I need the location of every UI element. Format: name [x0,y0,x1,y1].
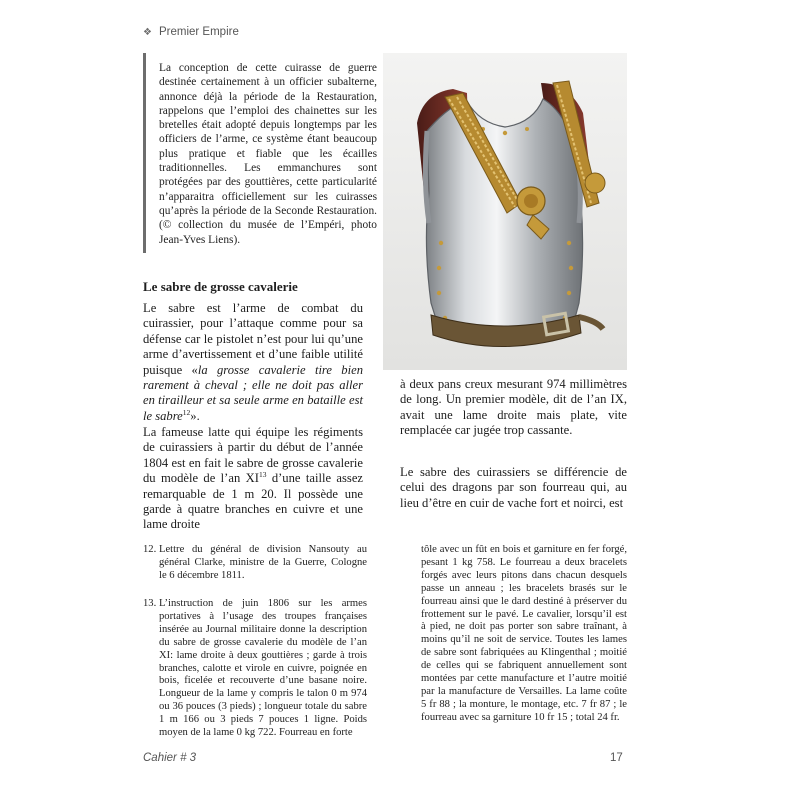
footnote-number: 12. [143,544,157,555]
ornament-icon: ❖ [143,26,152,38]
footnote-text: L’instruction de juin 1806 sur les armes portatives à l’usage des troupes françaises insérée au Journal militaire donne la description du sabre de grosse cavalerie du modèle de l’an XI: lame droite à deux gouttières ; garde à trois branches, calotte et virole en cuivre, poignée en bois, ficelée et recouverte d’une basane noire. Longueur de la lame y compris le talon 0 m 974 ou 36 pouces (3 pieds) ; longueur totale du sabre 1 m 166 ou 3 pieds 7 pouces 1 ligne. Poids moyen de la lame 0 kg 722. Fourreau en forte [159,598,367,739]
right-paragraph-1: à deux pans creux mesurant 974 millimètres de long. Un premier modèle, dit de l’an IX, avait une lame droite mais plate, vite remplacée car jugée trop cassante. [400,377,627,438]
left-paragraph-2-end: d’une taille assez remarquable de 1 m 20. Il possède une garde à quatre branches en cuivre et une lame droite [143,471,363,532]
page-number: 17 [610,752,623,764]
left-paragraph-1 [143,301,363,424]
footer-issue: Cahier # 3 [143,752,197,764]
left-paragraph-2 [143,425,363,533]
footnote-number: 13. [143,598,157,609]
photo-caption-text: La conception de cette cuirasse de guerre destinée certainement à un officier subalterne, annonce déjà la période de la Restauration, rappelons que l’emploi des chainettes sur les bretelles était adopté depuis longtemps par les officiers de l’arme, ce système étant beaucoup plus pratique et fiable que les écailles traditionnelles. Les emmanchures sont protégées par des gouttières, cette particularité n’apparaitra officiellement sur les cuirasses qu’après la période de la Seconde Restauration. (© collection du musée de l’Empéri, photo Jean-Yves Liens). [159,62,377,246]
footnote-continuation: tôle avec un fût en bois et garniture en fer forgé, pesant 1 kg 758. Le fourreau a deux bracelets forgés avec leurs pitons dans chacun desquels passe un anneau ; les bracelets brasés sur le fourreau ainsi que le dard destiné à préserver du frottement sur le pavé. Le cavalier, lorsqu’il est à pied, ne doit pas porter son sabre traînant, à moins qu’il ne soit de service. Toutes les lames de sabre sont fabriquées au Klingenthal ; moitié de celles qui se fabriquent annuellement sont montées par cette manufacture et l’autre moitié par la manufacture de Versailles. La lame coûte 5 fr 88 ; la monture, le montage, etc. 7 fr 87 ; le fourreau avec sa garniture 10 fr 15 ; total 24 fr. [421,544,627,723]
footnote-12 [143,544,367,583]
left-paragraph-1-quote: la grosse cavalerie tire bien rarement à cheval ; elle ne doit pas aller en tirailleur et sa seule arme en bataille est le sabre [143,362,363,423]
section-title: Le sabre de grosse cavalerie [143,279,298,294]
right-paragraph-2: Le sabre des cuirassiers se différencie de celui des dragons par son fourreau qui, au lieu d’être en cuir de vache fort et noirci, est [400,465,627,510]
running-header [143,26,239,38]
left-paragraph-1-end: ». [190,408,200,423]
running-header-title: Premier Empire [158,26,239,38]
photo-caption [143,53,377,253]
cuirass-illustration [383,53,627,370]
left-paragraph-1-text: Le sabre est l’arme de combat du cuirassier, pour l’attaque comme pour sa défense car le pistolet n’est pour lui qu’une arme d’avertissement et d’une faible utilité puisque « [143,301,363,377]
footnote-ref-13: 13 [258,470,267,480]
footnote-ref-12: 12 [182,407,191,417]
left-paragraph-2-text: La fameuse latte qui équipe les régiments de cuirassiers à partir du début de l’année 1804 est en fait le sabre de grosse cavalerie du modèle de l’an XI [143,425,363,486]
footnote-13 [143,598,367,740]
footnote-text: Lettre du général de division Nansouty au général Clarke, ministre de la Guerre, Cologne le 6 décembre 1811. [159,544,367,581]
cuirass-photo [383,53,627,370]
